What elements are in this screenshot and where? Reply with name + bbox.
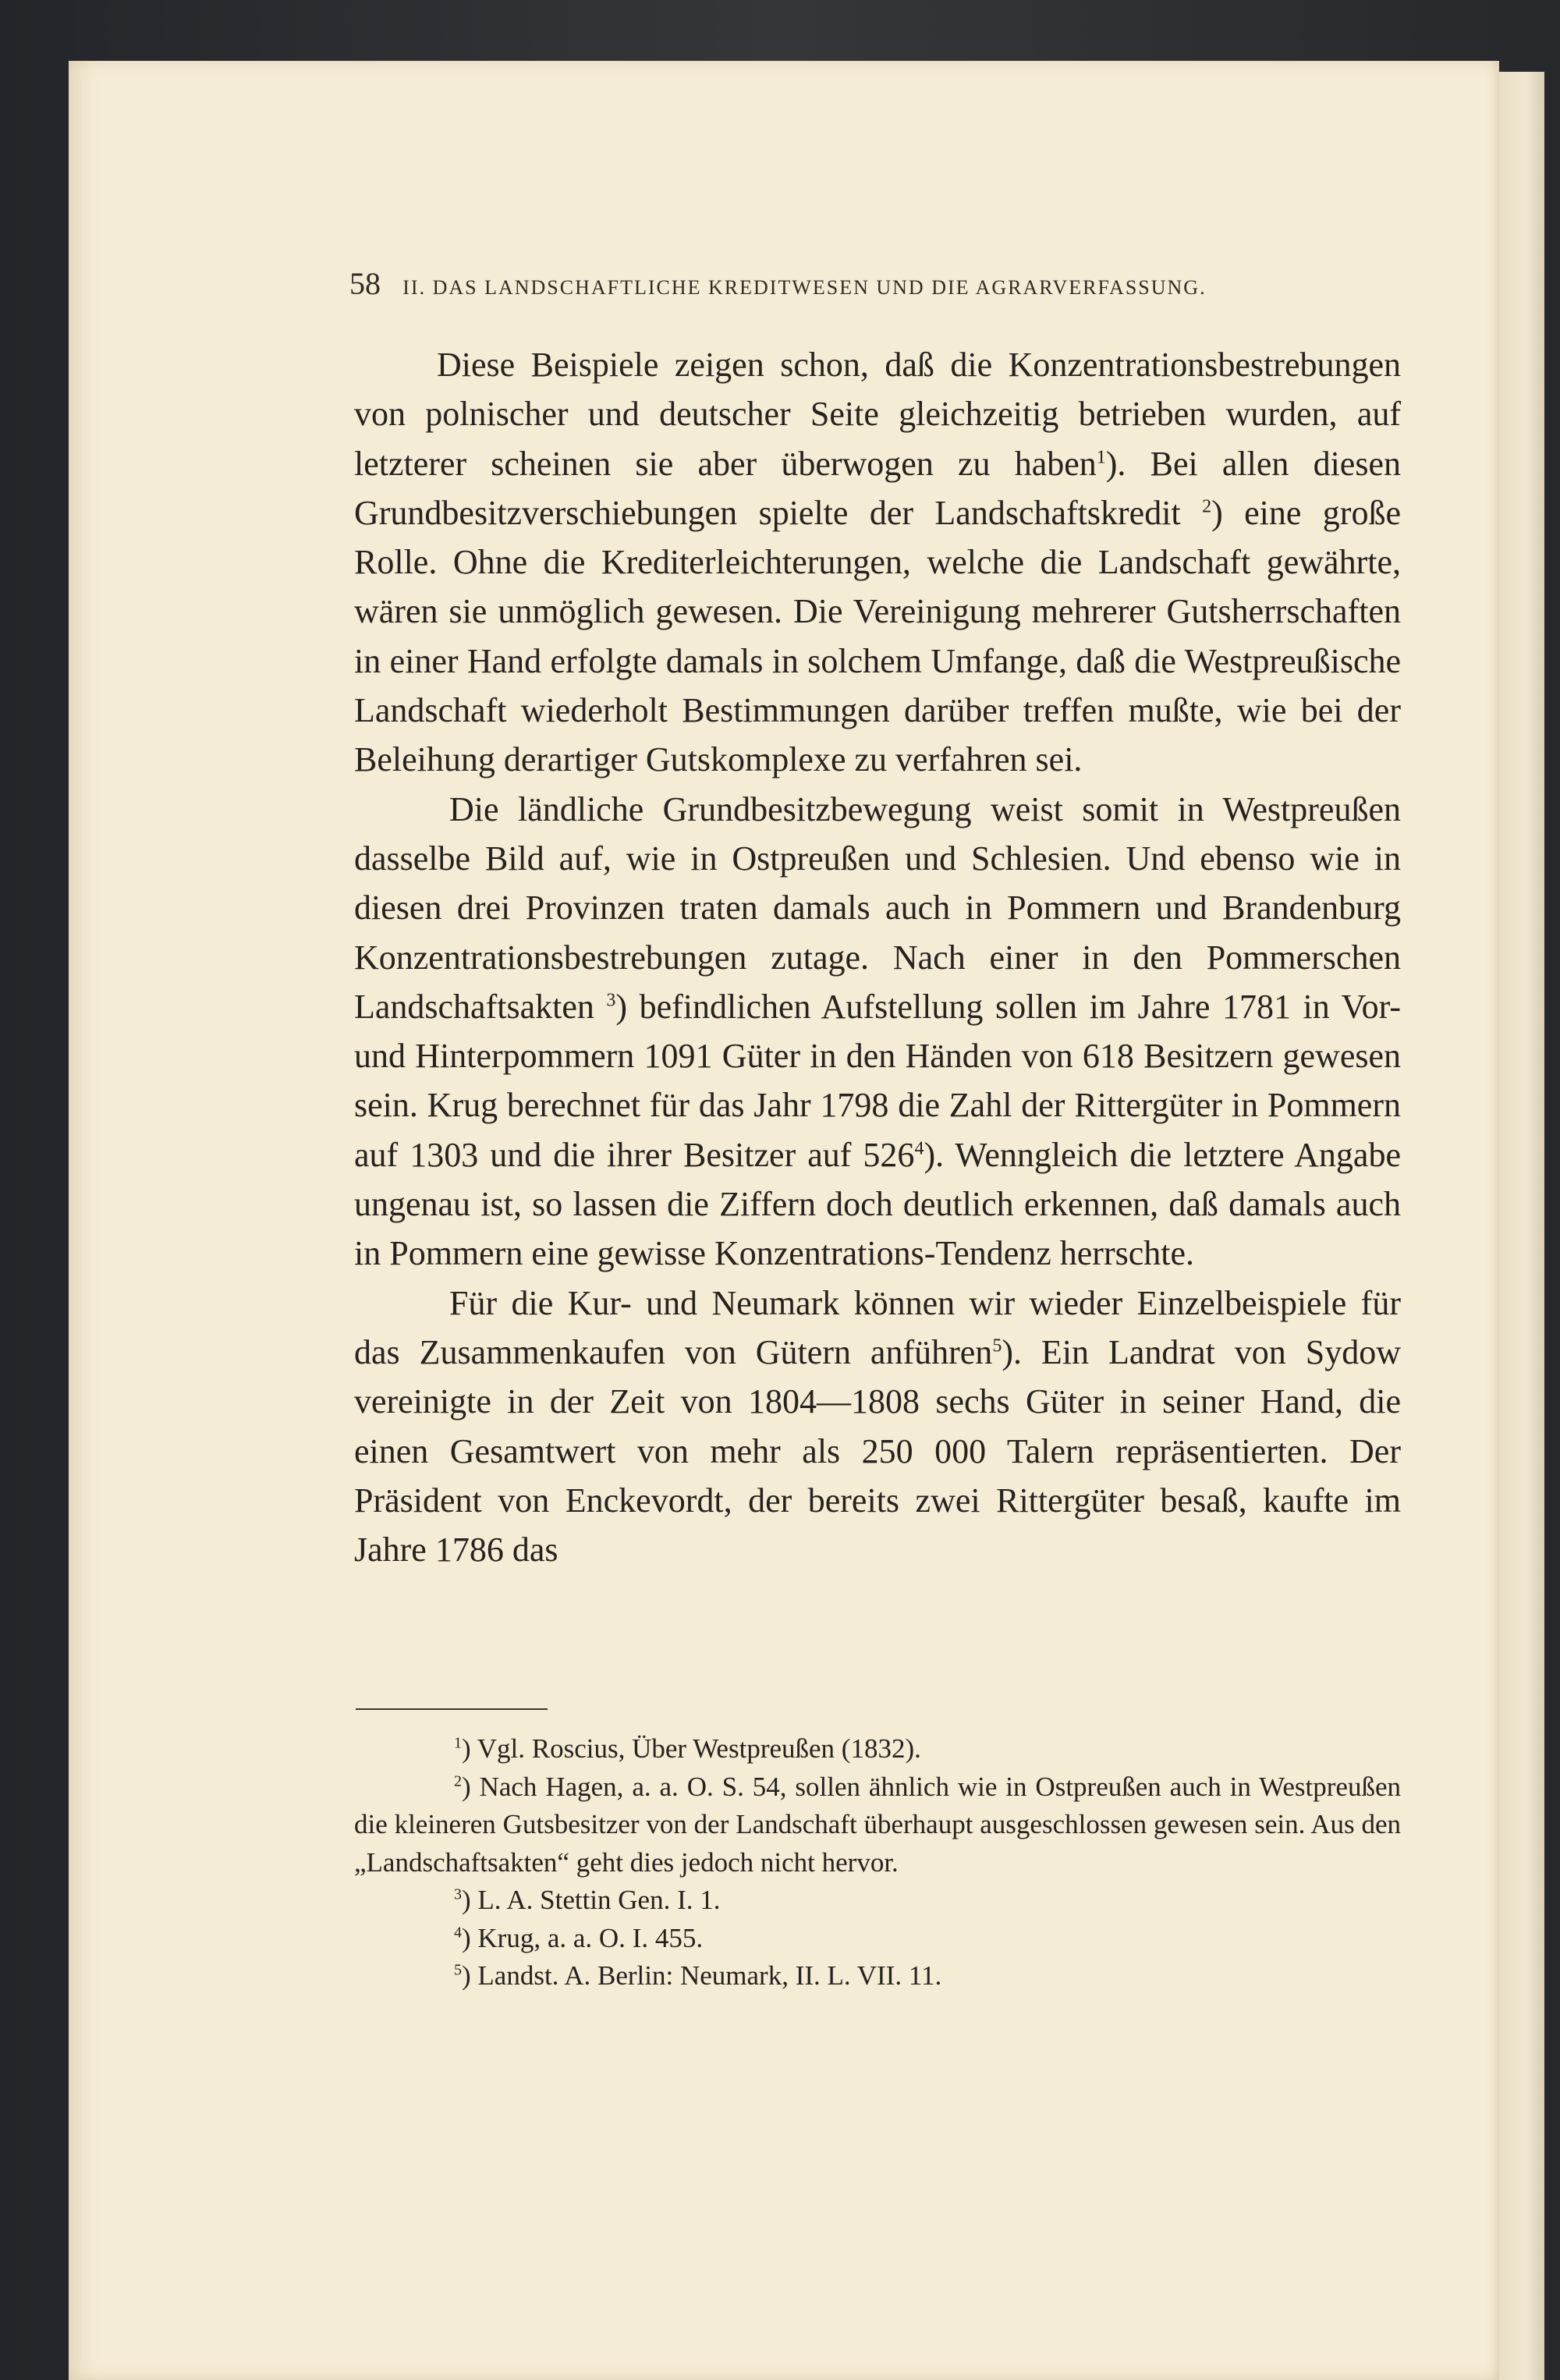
footnote-marker: 2 bbox=[1202, 496, 1212, 517]
paragraph bbox=[354, 340, 1401, 785]
paragraph-text: Diese Beispiele zeigen schon, daß die Konzentrationsbestrebungen von polnischer und deutscher Seite gleichzeitig betrieben wurden, auf letzterer scheinen sie aber überwogen zu haben bbox=[354, 346, 1401, 483]
paragraph-text: Für die Kur- und Neumark können wir wieder Einzelbeispiele für das Zusammenkaufen von Gütern anführen bbox=[354, 1283, 1401, 1371]
footnote-marker: 3 bbox=[606, 990, 616, 1011]
running-head bbox=[349, 265, 1402, 302]
footnote-text: ) Krug, a. a. O. I. 455. bbox=[462, 1922, 704, 1953]
paragraph-text: ). Wenngleich die letztere Angabe ungenau ist, so lassen die Ziffern doch deutlich erkennen, daß damals auch in Pommern eine gewisse Konzentrations-Tendenz herrschte. bbox=[354, 1135, 1401, 1273]
chapter-title: II. DAS LANDSCHAFTLICHE KREDITWESEN UND DIE AGRARVERFASSUNG. bbox=[402, 276, 1207, 299]
footnote-text: ) Nach Hagen, a. a. O. S. 54, sollen ähnlich wie in Ostpreußen auch in Westpreußen die kleineren Gutsbesitzer von der Landschaft überhaupt ausgeschlossen gewesen sein. Aus den „Landschaftsakten“ geht dies jedoch nicht hervor. bbox=[354, 1771, 1401, 1878]
body-text bbox=[354, 340, 1401, 1574]
paragraph-text: Die ländliche Grundbesitzbewegung weist somit in Westpreußen dasselbe Bild auf, wie in Ostpreußen und Schlesien. Und ebenso wie in diesen drei Provinzen traten damals auch in Pommern und Brandenburg Konzentrationsbestrebungen zutage. Nach einer in den Pommerschen Landschaftsakten bbox=[354, 789, 1401, 1026]
footnote-number: 4 bbox=[454, 1923, 462, 1941]
paragraph-text: ) eine große Rolle. Ohne die Krediterleichterungen, welche die Landschaft gewährte, wären sie unmöglich gewesen. Die Vereinigung mehrerer Gutsherrschaften in einer Hand erfolgte damals in solchem Umfange, daß die Westpreußische Landschaft wiederholt Bestimmungen darüber treffen mußte, wie bei der Beleihung derartiger Gutskomplexe zu verfahren sei. bbox=[354, 493, 1401, 779]
paragraph bbox=[354, 785, 1401, 1279]
footnote-number: 2 bbox=[454, 1772, 462, 1789]
footnote-number: 5 bbox=[454, 1961, 462, 1979]
footnote-marker: 4 bbox=[914, 1138, 924, 1159]
footnote-text: ) Landst. A. Berlin: Neumark, II. L. VII. 11. bbox=[462, 1960, 942, 1991]
footnote bbox=[354, 1768, 1401, 1882]
paragraph-text: ) befindlichen Aufstellung sollen im Jahre 1781 in Vor- und Hinterpommern 1091 Güter in den Händen von 618 Besitzern gewesen sein. Krug berechnet für das Jahr 1798 die Zahl der Rittergüter in Pommern auf 1303 und die ihrer Besitzer auf 526 bbox=[354, 987, 1402, 1174]
footnote-marker: 1 bbox=[1096, 446, 1106, 467]
footnote bbox=[354, 1882, 1401, 1920]
footnotes bbox=[354, 1730, 1401, 1995]
footnote bbox=[354, 1730, 1401, 1768]
page-number: 58 bbox=[349, 266, 381, 301]
footnote-marker: 5 bbox=[992, 1335, 1002, 1357]
footnote-text: ) Vgl. Roscius, Über Westpreußen (1832). bbox=[462, 1733, 921, 1764]
footnote-text: ) L. A. Stettin Gen. I. 1. bbox=[462, 1885, 721, 1915]
footnote-divider bbox=[356, 1708, 548, 1710]
footnote-number: 3 bbox=[454, 1885, 462, 1903]
footnote bbox=[354, 1957, 1401, 1995]
footnote-number: 1 bbox=[454, 1734, 462, 1752]
page-edge bbox=[1499, 72, 1544, 2380]
footnote bbox=[354, 1920, 1401, 1958]
paragraph bbox=[354, 1279, 1401, 1575]
paragraph-text: ). Ein Landrat von Sydow vereinigte in der Zeit von 1804—1808 sechs Güter in seiner Hand, die einen Gesamtwert von mehr als 250 000 Talern repräsentierten. Der Präsident von Enckevordt, der bereits zwei Rittergüter besaß, kaufte im Jahre 1786 das bbox=[354, 1332, 1402, 1570]
paragraph-text: ). Bei allen diesen Grundbesitzverschiebungen spielte der Landschaftskredit bbox=[354, 444, 1401, 532]
